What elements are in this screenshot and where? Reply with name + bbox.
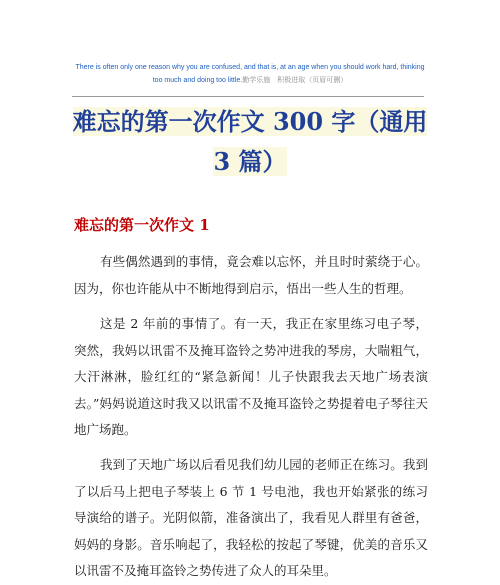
header-divider (72, 96, 424, 97)
page-header (66, 61, 434, 87)
header-line-2-text: too much and doing too little. (152, 77, 243, 84)
document-title-text: 难忘的第一次作文 300 字（通用 3 篇） (72, 107, 428, 176)
paragraph-3: 我到了天地广场以后看见我们幼儿园的老师正在练习。我到了以后马上把电子琴装上 6 节 1 号电池，我也开始紧张的练习导演给的谱子。光阴似箭，准备演出了，我看见人群里有爸爸，妈妈的身影。音乐响起了，我轻松的按起了琴键，优美的音乐又以讯雷不及掩耳盗铃之势传进了众人的耳朵里。 (74, 457, 428, 578)
header-line-1: There is often only one reason why you are confused, and that is, at an age when you should work hard, thinking (75, 64, 425, 71)
paragraph-1: 有些偶然遇到的事情，竟会难以忘怀，并且时时萦绕于心。因为，你也许能从中不断地得到启示，悟出一些人生的哲理。 (74, 254, 428, 296)
header-line-2 (66, 74, 434, 87)
paragraph-2: 这是 2 年前的事情了。有一天，我正在家里练习电子琴，突然，我妈以讯雷不及掩耳盗铃之势冲进我的琴房，大喘粗气，大汗淋淋，脸红红的“紧急新闻！儿子快跟我去天地广场表演去。”妈妈说道这时我又以讯雷不及掩耳盗铃之势提着电子琴往天地广场跑。 (74, 316, 428, 437)
document-title (70, 102, 430, 182)
section-heading: 难忘的第一次作文 1 (74, 216, 210, 234)
header-removable-mark: 勤学乐施 积极进取（页眉可删） (242, 77, 348, 84)
